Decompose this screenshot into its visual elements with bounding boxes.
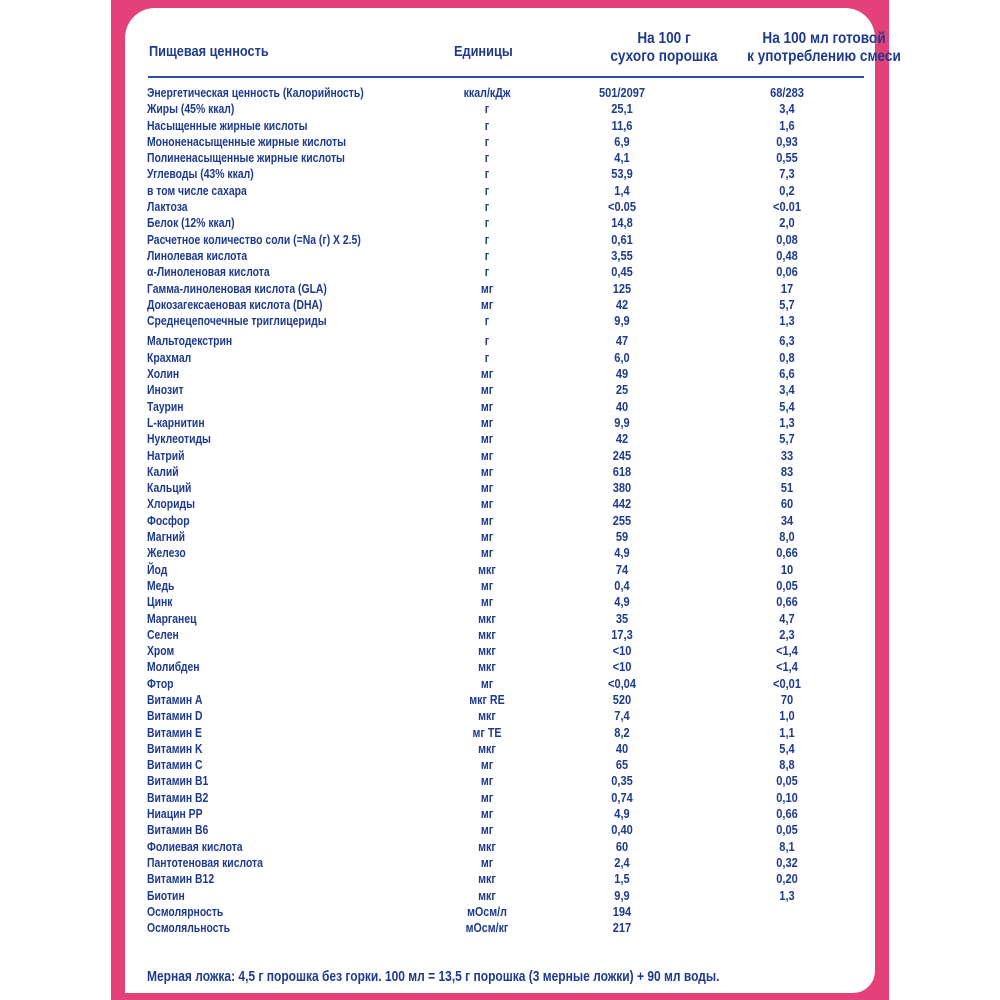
row-per-100ml: <0,01 — [773, 675, 801, 691]
row-unit: мкг — [478, 871, 496, 887]
table-row — [147, 562, 867, 578]
row-per-100ml: 3,4 — [779, 101, 795, 117]
row-name: Биотин — [147, 887, 185, 903]
row-per-100g: 380 — [612, 480, 632, 496]
row-name: Кальций — [147, 480, 192, 496]
table-row — [147, 822, 867, 838]
row-unit: мг — [480, 480, 494, 496]
row-unit: мг — [480, 854, 494, 870]
row-per-100g: 9,9 — [614, 887, 630, 903]
row-unit: мг — [480, 822, 494, 838]
row-unit: мг — [480, 382, 494, 398]
row-name: Магний — [147, 529, 185, 545]
table-row — [147, 313, 867, 329]
table-row — [147, 118, 867, 134]
row-per-100ml: 0,2 — [779, 182, 795, 198]
row-per-100ml: 60 — [780, 496, 794, 512]
row-name: Йод — [147, 561, 168, 577]
row-unit: г — [484, 333, 490, 349]
row-unit: мг — [480, 594, 494, 610]
row-per-100g: 42 — [615, 431, 629, 447]
row-unit: мг — [480, 496, 494, 512]
row-per-100ml: 5,4 — [779, 398, 795, 414]
table-row — [147, 85, 867, 101]
header-nutrition: Пищевая ценность — [149, 43, 269, 60]
row-unit: мг — [480, 414, 494, 430]
row-per-100g: 255 — [612, 512, 632, 528]
row-per-100ml: 70 — [780, 691, 794, 707]
table-row — [147, 627, 867, 643]
row-name: Селен — [147, 626, 179, 642]
row-per-100ml: 4,7 — [779, 610, 795, 626]
row-unit: мг — [480, 529, 494, 545]
row-name: Мальтодекстрин — [147, 333, 233, 349]
row-per-100ml: 0,08 — [776, 231, 798, 247]
row-per-100g: 35 — [615, 610, 629, 626]
row-per-100g: 40 — [615, 398, 629, 414]
row-per-100ml: 0,66 — [776, 806, 798, 822]
row-per-100g: 618 — [612, 463, 632, 479]
row-name: Витамин B6 — [147, 822, 209, 838]
row-per-100g: 14,8 — [611, 215, 633, 231]
row-name: Холин — [147, 366, 180, 382]
table-row — [147, 415, 867, 431]
row-per-100ml: 68/283 — [770, 85, 804, 100]
row-unit: г — [484, 182, 490, 198]
table-row — [147, 166, 867, 182]
table-row — [147, 431, 867, 447]
row-per-100ml: 7,3 — [779, 166, 795, 182]
row-unit: мкг — [478, 708, 496, 724]
row-per-100ml: 0,05 — [776, 577, 798, 593]
row-unit: мг — [480, 463, 494, 479]
row-per-100ml: 0,06 — [776, 264, 798, 280]
row-per-100ml: 1,3 — [779, 414, 795, 430]
row-per-100g: <10 — [612, 659, 632, 675]
row-unit: г — [484, 349, 490, 365]
row-per-100g: 2,4 — [614, 854, 630, 870]
row-name: Углеводы (43% ккал) — [147, 166, 254, 182]
header-per-100g — [592, 30, 737, 66]
row-name: Гамма-линоленовая кислота (GLA) — [147, 280, 327, 296]
row-name: Насыщенные жирные кислоты — [147, 117, 308, 133]
row-per-100g: 0,40 — [611, 822, 633, 838]
row-unit: мг — [480, 512, 494, 528]
row-name: Ниацин PP — [147, 806, 203, 822]
row-per-100g: 60 — [615, 838, 629, 854]
row-per-100ml: 1,3 — [779, 313, 795, 329]
row-unit: мг — [480, 789, 494, 805]
row-name: Белок (12% ккал) — [147, 215, 235, 231]
row-unit: мг — [480, 447, 494, 463]
table-row — [147, 150, 867, 166]
row-per-100ml: <0.01 — [773, 199, 801, 215]
row-name: Хром — [147, 643, 175, 659]
row-per-100g: 53,9 — [611, 166, 633, 182]
row-name: Крахмал — [147, 349, 192, 365]
row-name: Витамин B2 — [147, 789, 209, 805]
row-per-100g: 0,4 — [614, 577, 630, 593]
row-name: L-карнитин — [147, 414, 205, 430]
row-name: Молибден — [147, 659, 200, 675]
table-row — [147, 888, 867, 904]
row-per-100g: 4,9 — [614, 806, 630, 822]
row-name: Инозит — [147, 382, 184, 398]
row-per-100ml: 0,10 — [776, 789, 798, 805]
row-per-100ml: 1,0 — [779, 708, 795, 724]
table-row — [147, 264, 867, 280]
row-per-100ml: 8,0 — [779, 529, 795, 545]
header-divider — [148, 76, 864, 78]
table-row — [147, 659, 867, 675]
table-row — [147, 215, 867, 231]
table-row — [147, 248, 867, 264]
header-per-100ml-line2: к употреблению смеси — [747, 48, 901, 65]
row-name: Полиненасыщенные жирные кислоты — [147, 150, 345, 166]
row-per-100ml: 8,1 — [779, 838, 795, 854]
row-name: Железо — [147, 545, 186, 561]
row-unit: мОсм/л — [467, 903, 507, 919]
table-row — [147, 366, 867, 382]
table-row — [147, 183, 867, 199]
row-name: Лактоза — [147, 199, 188, 215]
row-unit: мг — [480, 806, 494, 822]
row-unit: мкг — [478, 887, 496, 903]
row-per-100g: 6,9 — [614, 133, 630, 149]
table-row — [147, 708, 867, 724]
row-per-100ml: 0,66 — [776, 594, 798, 610]
row-per-100ml: <1,4 — [776, 643, 798, 659]
table-row — [147, 350, 867, 366]
footer-note: Мерная ложка: 4,5 г порошка без горки. 100 мл = 13,5 г порошка (3 мерные ложки) + 90 мл воды. — [147, 968, 720, 985]
table-row — [147, 643, 867, 659]
row-per-100ml: 10 — [780, 561, 794, 577]
row-per-100g: 25,1 — [611, 101, 633, 117]
row-name: Таурин — [147, 398, 184, 414]
row-unit: мг — [480, 296, 494, 312]
row-per-100ml: 17 — [780, 280, 794, 296]
row-per-100g: 59 — [615, 529, 629, 545]
row-name: Калий — [147, 463, 179, 479]
row-per-100ml: 0,05 — [776, 822, 798, 838]
table-row — [147, 232, 867, 248]
row-unit: г — [484, 215, 490, 231]
row-per-100g: 4,1 — [614, 150, 630, 166]
row-unit: мкг — [478, 838, 496, 854]
table-row — [147, 281, 867, 297]
row-unit: г — [484, 231, 490, 247]
row-per-100g: 74 — [615, 561, 629, 577]
row-per-100g: 4,9 — [614, 545, 630, 561]
table-row — [147, 904, 867, 920]
table-row — [147, 692, 867, 708]
row-unit: г — [484, 166, 490, 182]
table-row — [147, 757, 867, 773]
row-name: Фолиевая кислота — [147, 838, 243, 854]
row-per-100ml: 1,6 — [779, 117, 795, 133]
row-per-100g: 1,4 — [614, 182, 630, 198]
row-unit: мг — [480, 431, 494, 447]
row-per-100g: 47 — [615, 333, 629, 349]
row-unit: мкг — [478, 643, 496, 659]
table-row — [147, 333, 867, 349]
row-unit: ккал/кДж — [463, 85, 511, 100]
table-row — [147, 578, 867, 594]
row-per-100ml: 51 — [780, 480, 794, 496]
row-name: α-Линоленовая кислота — [147, 264, 270, 280]
row-unit: г — [484, 247, 490, 263]
table-row — [147, 134, 867, 150]
row-per-100g: 49 — [615, 366, 629, 382]
row-per-100ml: 2,0 — [779, 215, 795, 231]
row-per-100ml: 0,48 — [776, 247, 798, 263]
row-per-100ml: 0,05 — [776, 773, 798, 789]
row-per-100g: 520 — [612, 691, 632, 707]
row-name: Витамин E — [147, 724, 202, 740]
row-per-100g: <10 — [612, 643, 632, 659]
table-row — [147, 448, 867, 464]
table-row — [147, 480, 867, 496]
row-per-100g: 40 — [615, 740, 629, 756]
row-per-100g: 1,5 — [614, 871, 630, 887]
table-row — [147, 741, 867, 757]
row-per-100ml: 3,4 — [779, 382, 795, 398]
row-name: Медь — [147, 577, 175, 593]
row-per-100g: 3,55 — [611, 247, 633, 263]
row-per-100ml: 2,3 — [779, 626, 795, 642]
row-per-100g: 6,0 — [614, 349, 630, 365]
table-row — [147, 855, 867, 871]
table-row — [147, 101, 867, 117]
row-name: Фтор — [147, 675, 174, 691]
row-unit: г — [484, 150, 490, 166]
row-per-100ml: 0,55 — [776, 150, 798, 166]
row-unit: г — [484, 101, 490, 117]
row-per-100g: <0.05 — [608, 199, 636, 215]
table-body — [147, 85, 867, 936]
row-unit: мг — [480, 280, 494, 296]
row-per-100g: 42 — [615, 296, 629, 312]
row-unit: мг — [480, 757, 494, 773]
table-row — [147, 725, 867, 741]
row-name: Энергетическая ценность (Калорийность) — [147, 85, 364, 100]
row-per-100ml: 0,66 — [776, 545, 798, 561]
row-per-100g: 125 — [612, 280, 632, 296]
table-row — [147, 594, 867, 610]
row-per-100g: 9,9 — [614, 414, 630, 430]
row-name: Расчетное количество соли (=Na (г) X 2.5) — [147, 231, 361, 247]
row-name: Среднецепочечные триглицериды — [147, 313, 327, 329]
row-unit: г — [484, 313, 490, 329]
row-name: Докозагексаеновая кислота (DHA) — [147, 296, 323, 312]
table-row — [147, 545, 867, 561]
row-per-100ml: 5,7 — [779, 431, 795, 447]
table-row — [147, 464, 867, 480]
row-per-100g: <0,04 — [608, 675, 636, 691]
row-per-100g: 217 — [612, 920, 632, 936]
row-per-100g: 8,2 — [614, 724, 630, 740]
table-row — [147, 676, 867, 692]
row-name: Витамин A — [147, 691, 203, 707]
row-unit: мг — [480, 675, 494, 691]
row-name: Витамин K — [147, 740, 203, 756]
row-per-100ml: 1,1 — [779, 724, 795, 740]
table-row — [147, 382, 867, 398]
row-per-100ml: 0,93 — [776, 133, 798, 149]
row-unit: г — [484, 264, 490, 280]
row-unit: мг — [480, 577, 494, 593]
row-name: Мононенасыщенные жирные кислоты — [147, 133, 347, 149]
row-per-100g: 194 — [612, 903, 632, 919]
row-per-100g: 0,45 — [611, 264, 633, 280]
row-unit: г — [484, 117, 490, 133]
table-row — [147, 199, 867, 215]
row-name: Цинк — [147, 594, 173, 610]
row-per-100ml: 6,6 — [779, 366, 795, 382]
table-row — [147, 513, 867, 529]
row-per-100ml: 83 — [780, 463, 794, 479]
row-per-100g: 9,9 — [614, 313, 630, 329]
row-unit: мкг — [478, 561, 496, 577]
row-per-100g: 442 — [612, 496, 632, 512]
row-unit: мг — [480, 366, 494, 382]
row-per-100g: 25 — [615, 382, 629, 398]
row-per-100g: 17,3 — [611, 626, 633, 642]
row-name: Линолевая кислота — [147, 247, 248, 263]
row-unit: мкг — [478, 626, 496, 642]
header-per-100ml — [726, 30, 922, 66]
row-name: Витамин D — [147, 708, 203, 724]
row-name: Осмолярность — [147, 903, 224, 919]
table-row — [147, 611, 867, 627]
row-name: Витамин C — [147, 757, 203, 773]
row-per-100ml: 5,7 — [779, 296, 795, 312]
nutrition-table-card — [125, 8, 901, 993]
row-unit: мОсм/кг — [465, 920, 509, 936]
row-per-100ml: 0,20 — [776, 871, 798, 887]
table-row — [147, 871, 867, 887]
row-unit: г — [484, 199, 490, 215]
header-per-100g-line1: На 100 г — [637, 30, 691, 47]
table-row — [147, 773, 867, 789]
row-per-100ml: 1,3 — [779, 887, 795, 903]
row-name: Натрий — [147, 447, 185, 463]
table-row — [147, 529, 867, 545]
row-per-100g: 0,74 — [611, 789, 633, 805]
header-per-100g-line2: сухого порошка — [610, 48, 718, 65]
table-row — [147, 806, 867, 822]
row-per-100g: 0,61 — [611, 231, 633, 247]
row-per-100ml: 8,8 — [779, 757, 795, 773]
row-name: Жиры (45% ккал) — [147, 101, 235, 117]
table-header — [149, 30, 901, 76]
row-unit: мг — [480, 773, 494, 789]
row-per-100g: 11,6 — [611, 117, 633, 133]
row-unit: мкг — [478, 659, 496, 675]
row-name: Фосфор — [147, 512, 190, 528]
row-per-100g: 65 — [615, 757, 629, 773]
row-per-100ml: 5,4 — [779, 740, 795, 756]
row-per-100ml: 0,8 — [779, 349, 795, 365]
row-per-100ml: 34 — [780, 512, 794, 528]
header-per-100ml-line1: На 100 мл готовой — [762, 30, 886, 47]
row-unit: г — [484, 133, 490, 149]
table-row — [147, 496, 867, 512]
row-unit: мг — [480, 545, 494, 561]
row-per-100g: 0,35 — [611, 773, 633, 789]
row-per-100ml: 6,3 — [779, 333, 795, 349]
table-row — [147, 297, 867, 313]
row-per-100ml: <1,4 — [776, 659, 798, 675]
row-unit: мкг — [478, 610, 496, 626]
row-name: Витамин B1 — [147, 773, 209, 789]
row-name: Витамин B12 — [147, 871, 215, 887]
row-per-100g: 4,9 — [614, 594, 630, 610]
table-row — [147, 790, 867, 806]
row-per-100ml: 33 — [780, 447, 794, 463]
row-per-100g: 245 — [612, 447, 632, 463]
row-unit: мкг RE — [469, 691, 505, 707]
row-unit: мг — [480, 398, 494, 414]
row-unit: мкг — [478, 740, 496, 756]
row-name: Пантотеновая кислота — [147, 854, 263, 870]
table-row — [147, 399, 867, 415]
row-name: Нуклеотиды — [147, 431, 211, 447]
header-units: Единицы — [454, 43, 513, 60]
row-name: Хлориды — [147, 496, 195, 512]
table-row — [147, 920, 867, 936]
row-per-100g: 501/2097 — [598, 85, 646, 100]
row-name: Осмоляльность — [147, 920, 230, 936]
table-row — [147, 839, 867, 855]
row-per-100g: 7,4 — [614, 708, 630, 724]
row-name: Марганец — [147, 610, 197, 626]
row-unit: мг TE — [472, 724, 502, 740]
row-per-100ml: 0,32 — [776, 854, 798, 870]
row-name: в том числе сахара — [147, 182, 247, 198]
